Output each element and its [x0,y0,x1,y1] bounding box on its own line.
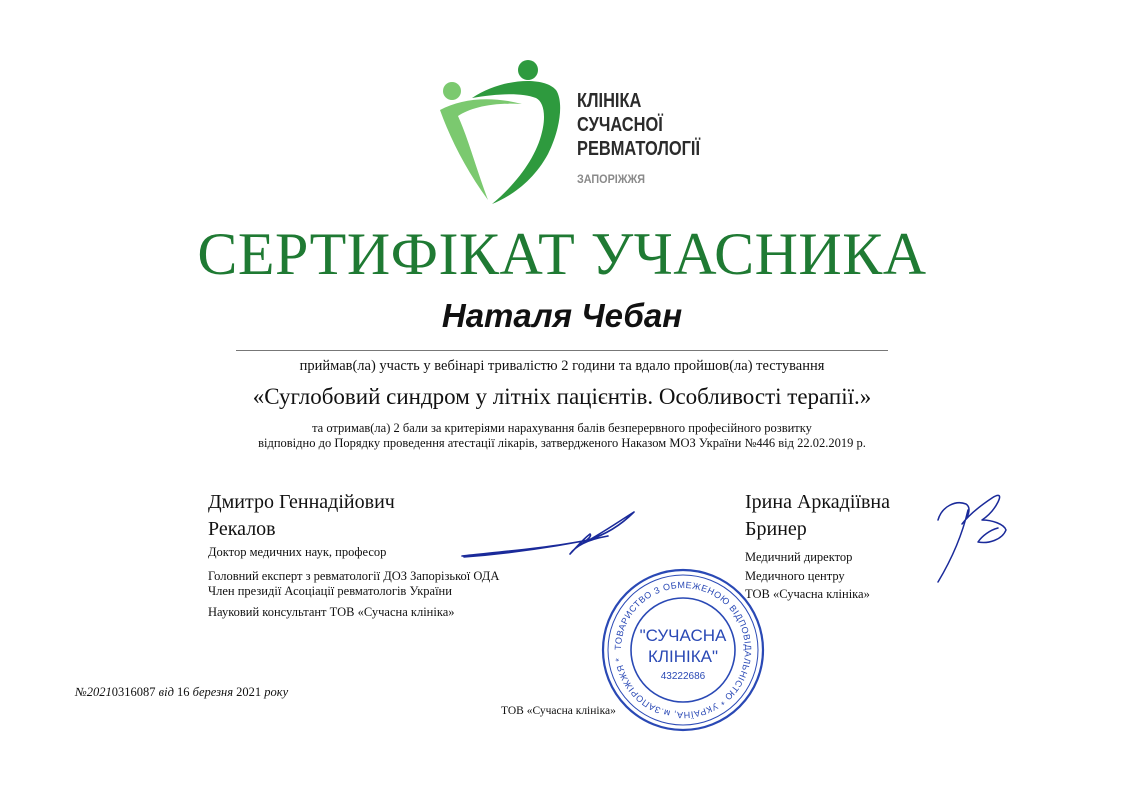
company-stamp [598,565,768,735]
webinar-title: «Суглобовий синдром у літніх пацієнтів. Особливості терапії.» [252,384,872,409]
certificate-title: СЕРТИФІКАТ УЧАСНИКА [197,221,927,287]
logo-text-line2: СУЧАСНОЇ [577,114,663,136]
stamp-code: 43222686 [660,671,706,682]
signer1-degree: Доктор медичних наук, професор [208,545,387,559]
stamp-ring-text: ТОВАРИСТВО З ОБМЕЖЕНОЮ ВІДПОВІДАЛЬНІСТЮ * УКРАЇНА, м.ЗАПОРІЖЖЯ * [612,579,754,721]
participation-text: приймав(ла) участь у вебінарі тривалістю 2 години та вдало пройшов(ла) тестування [299,358,825,374]
signature-2 [932,486,1014,586]
cert-month: березня [192,685,234,699]
cert-year: 2021 [236,685,262,699]
recipient-name: Наталя Чебан [441,297,683,334]
cert-number-digits: 0316087 [111,685,156,699]
signer1-name-line1: Дмитро Геннадійович [208,491,395,513]
logo-text-line3: РЕВМАТОЛОГІЇ [577,138,701,160]
signature-1 [458,500,638,562]
cert-day: 16 [177,685,190,699]
stamp-center-line2: КЛІНІКА" [647,647,719,666]
signer2-role1: Медичний директор [745,550,853,564]
clinic-logo-mark [432,58,562,208]
signer2-role2: Медичного центру [745,569,845,583]
points-text-line1: та отримав(ла) 2 бали за критеріями нарахування балів безперервного професійного розвитку [312,421,812,435]
signer1-role3: Науковий консультант ТОВ «Сучасна клініка» [208,605,455,619]
company-label: ТОВ «Сучасна клініка» [501,705,616,717]
logo-city: ЗАПОРІЖЖЯ [577,172,646,186]
signer2-name-line2: Бринер [745,518,807,540]
signer2-role3: ТОВ «Сучасна клініка» [745,587,870,601]
logo-dark-figure-head [518,60,538,80]
cert-from-word: від [158,685,174,699]
signer1-name-line2: Рекалов [208,518,276,540]
stamp-center-line1: "СУЧАСНА [639,626,727,645]
points-text-line2: відповідно до Порядку проведення атестації лікарів, затвердженого Наказом МОЗ України №446 від 22.02.2019 р. [258,436,866,450]
certificate-number [75,685,288,699]
signer1-role1: Головний експерт з ревматології ДОЗ Запорізької ОДА [208,569,500,583]
logo-text-line1: КЛІНІКА [577,90,642,112]
signer2-name-line1: Ірина Аркадіївна [745,491,890,513]
signer1-role2: Член президії Асоціації ревматологів України [208,584,452,598]
name-underline [236,350,888,351]
cert-number-prefix: №2021 [75,685,112,699]
logo-light-figure-body [440,99,522,200]
logo-light-figure-head [443,82,461,100]
cert-year-word: року [264,685,289,699]
